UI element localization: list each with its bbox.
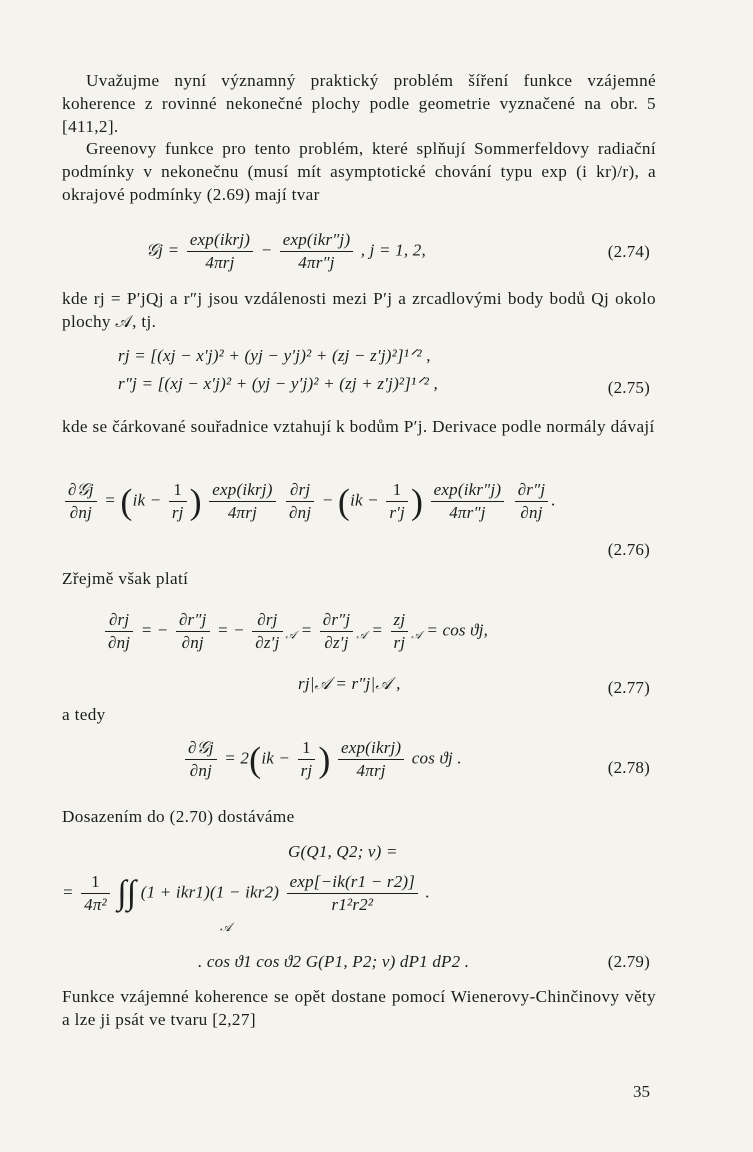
- page-number: 35: [633, 1082, 650, 1101]
- eq276-frac2: $\frac{\text{exp(ikr″j)}}{4\pi r''j}$: [431, 480, 505, 523]
- eq279-frac: $\frac{\exp[-ik(r1 - r2)]}{\text{r1²r2²}}$: [287, 872, 419, 915]
- paragraph-substitution: Dosazením do (2.70) dostáváme: [62, 807, 295, 826]
- eq276-ik: ik −: [132, 490, 162, 510]
- eq276-ik2: ik −: [350, 490, 379, 510]
- eq278-frac: $\frac{\text{exp(ikrj)}}{\text{4πrj}}$: [338, 738, 404, 781]
- eq279-one-over-4pi2: $\frac{1}{\text{4π²}}$: [81, 872, 110, 915]
- eq276-equals: =: [104, 490, 116, 510]
- equation-number-2-77: (2.77): [607, 678, 650, 697]
- book-page: [62, 66, 656, 1116]
- equation-number-2-79: (2.79): [607, 952, 650, 971]
- eq276-one-over-rj2: $\frac{1}{r'j}$: [386, 480, 408, 523]
- eq277-d: $\frac{\partial r''j}{\partial z'j}$: [320, 610, 354, 653]
- eq274-frac1: $\frac{\text{exp(ikrj)}}{\text{4πrj}}$: [187, 230, 253, 273]
- paragraph-derivatives: kde se čárkované souřadnice vztahují k bodům P′j. Derivace podle normály dávají: [62, 417, 655, 436]
- equation-number-2-74: (2.74): [607, 242, 650, 261]
- equation-2-74: [62, 224, 656, 274]
- eq277-line2: rj|𝒜 = r″j|𝒜 ,: [298, 674, 401, 693]
- eq277-b: $\frac{\partial r''j}{\partial nj}$: [176, 610, 210, 653]
- equation-2-78: $\frac{\text{∂𝒢j}}{\partial nj}$ = 2(ik − $\frac{1}{rj}$ ) $\frac{\text{exp(ikrj)}}{\text{4πrj}}$ cos ϑj . (2.78): [62, 734, 656, 796]
- eq274-lhs: 𝒢j =: [146, 240, 180, 260]
- eq276-lhs: $\frac{\text{∂𝒢j}}{\partial nj}$: [65, 480, 97, 523]
- paragraph-clearly: Zřejmě však platí: [62, 569, 189, 588]
- eq276-one-over-rj: $\frac{1}{rj}$: [169, 480, 187, 523]
- eq278-lhs: $\frac{\text{∂𝒢j}}{\partial nj}$: [185, 738, 217, 781]
- eq276-frac1: $\frac{\text{exp(ikrj)}}{\text{4πrj}}$: [209, 480, 275, 523]
- eq276-drdn2: $\frac{\partial r''j}{\partial nj}$: [515, 480, 549, 523]
- eq274-frac2: $\frac{\text{exp(ikr″j)}}{4\pi r''j}$: [280, 230, 354, 273]
- eq274-minus: −: [260, 240, 273, 260]
- equation-2-75: [62, 346, 656, 396]
- eq277-f: $\frac{zj}{rj}$: [391, 610, 409, 653]
- eq278-one-over-rj: $\frac{1}{rj}$: [298, 738, 316, 781]
- equation-2-77: $\frac{\partial rj}{\partial nj}$ = − $\frac{\partial r''j}{\partial nj}$ = − $\frac{\partial rj}{\partial z'j}$ $_𝒜$ = $\frac{\partial r''j}{\partial z'j}$ $_𝒜$ = $\frac{zj}{rj}$ $_𝒜$ = cos ϑj, rj|𝒜 = r″j|𝒜 , (2.77): [62, 606, 656, 710]
- paragraph-distances: kde rj = P′jQj a r″j jsou vzdálenosti mezi P′j a zrcadlovými body bodů Qj okolo plochy 𝒜, tj.: [62, 289, 656, 331]
- paragraph-intro: Uvažujme nyní významný praktický problém šíření funkce vzájemné koherence z rovinné nekonečné plochy podle geometrie vyznačené na obr. 5 [411,2].: [62, 71, 656, 136]
- paragraph-and-thus: a tedy: [62, 705, 106, 724]
- eq279-line3: . cos ϑ1 cos ϑ2 G(P1, P2; ν) dP1 dP2 .: [198, 952, 470, 971]
- eq279-double-integral: ∫∫: [117, 874, 137, 912]
- paragraph-coherence: Funkce vzájemné koherence se opět dostane pomocí Wienerovy-Chinčinovy věty a lze ji psát ve tvaru [2,27]: [62, 987, 656, 1029]
- eq275-line2: r″j = [(xj − x′j)² + (yj − y′j)² + (zj + z′j)²]¹ᐟ² ,: [118, 374, 438, 393]
- eq274-tail: , j = 1, 2,: [360, 240, 426, 260]
- eq276-minus: −: [321, 490, 334, 510]
- eq277-a: $\frac{\partial rj}{\partial nj}$: [105, 610, 133, 653]
- equation-number-2-76: (2.76): [607, 540, 650, 559]
- equation-number-2-78: (2.78): [607, 758, 650, 777]
- eq279-body: (1 + ikr1)(1 − ikr2): [140, 882, 280, 902]
- equation-number-2-75: (2.75): [607, 378, 650, 397]
- paragraph-green-functions: Greenovy funkce pro tento problém, které splňují Sommerfeldovy radiační podmínky v nekonečnu (musí mít asymptotické chování typu exp (i kr)/r), a okrajové podmínky (2.69) mají tvar: [62, 139, 656, 204]
- eq276-drdn1: $\frac{\partial rj}{\partial nj}$: [286, 480, 314, 523]
- equation-2-79: G(Q1, Q2; ν) = = $\frac{1}{\text{4π²}}$ ∫∫ (1 + ikr1)(1 − ikr2) $\frac{\exp[-ik(r1 - r2)]}{\text{r1²r2²}}$ . 𝒜 . cos ϑ1 cos ϑ2 G(P1, P2; ν) dP1 dP2 . (2.79): [62, 842, 650, 971]
- eq279-line1: G(Q1, Q2; ν) =: [288, 842, 398, 861]
- eq275-line1: rj = [(xj − x′j)² + (yj − y′j)² + (zj − z′j)²]¹ᐟ² ,: [118, 346, 431, 365]
- equation-2-76: $\frac{\text{∂𝒢j}}{\partial nj}$ = (ik − $\frac{1}{rj}$ ) $\frac{\text{exp(ikrj)}}{\text{4πrj}}$ $\frac{\partial rj}{\partial nj}$ − (ik − $\frac{1}{r'j}$ ) $\frac{\text{exp(ikr″j)}}{4\pi r''j}$ $\frac{\partial r''j}{\partial nj}$ . (2.76): [62, 476, 656, 566]
- eq277-c: $\frac{\partial rj}{\partial z'j}$: [252, 610, 282, 653]
- eq279-area-label: 𝒜: [220, 920, 232, 934]
